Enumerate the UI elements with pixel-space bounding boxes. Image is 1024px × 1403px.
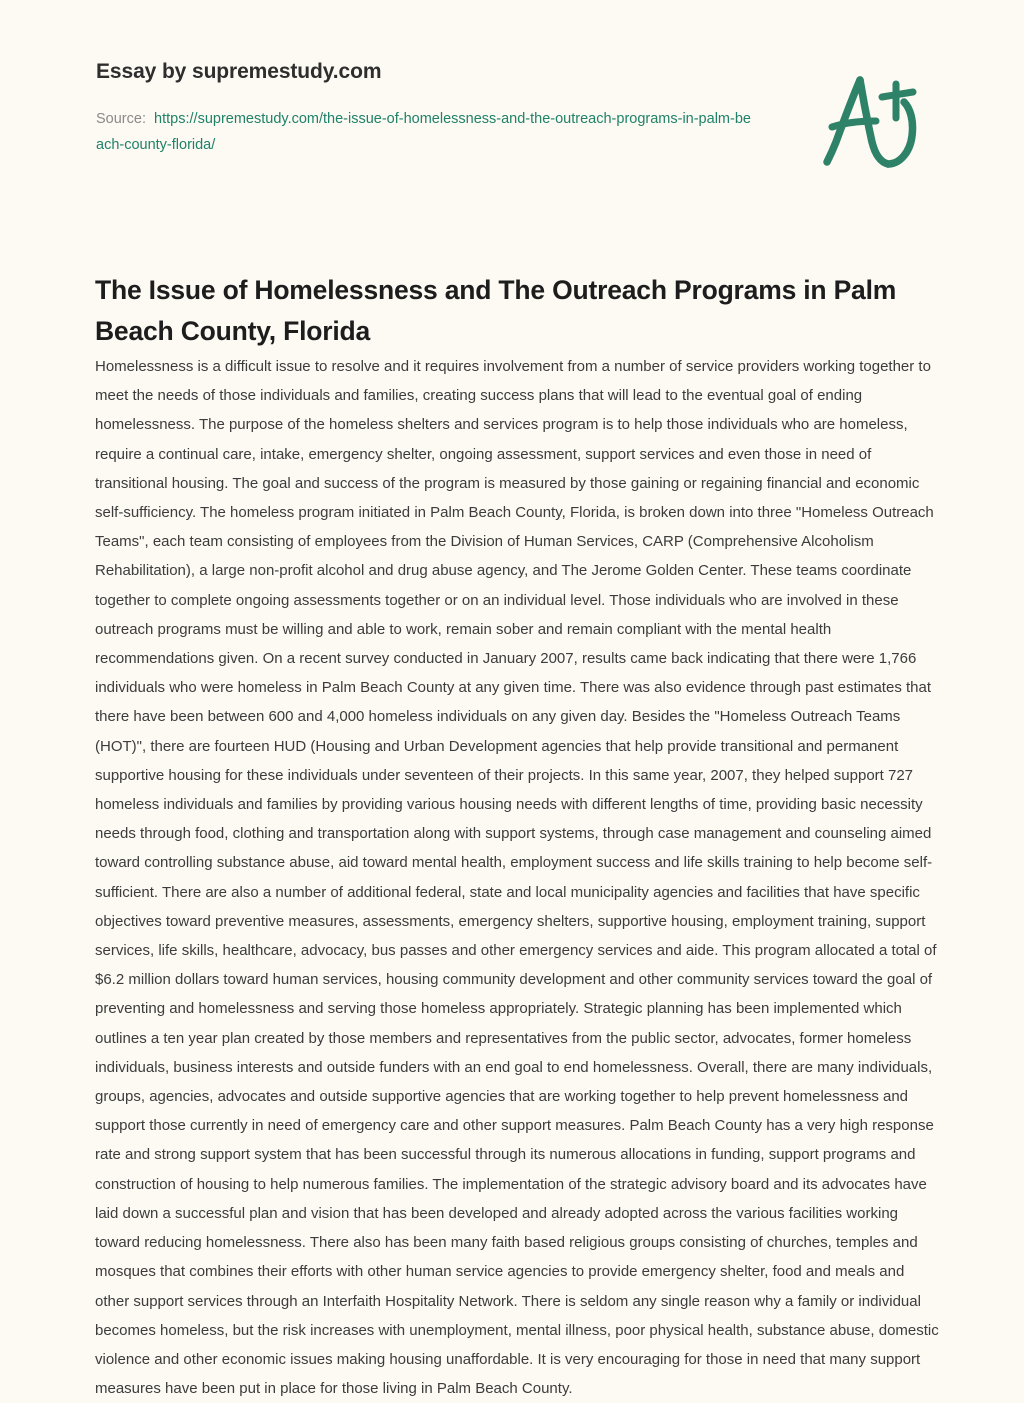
- source-label: Source:: [96, 111, 146, 127]
- page-title: The Issue of Homelessness and The Outreach Programs in Palm Beach County, Florida: [95, 274, 897, 346]
- source-attribution: [96, 106, 756, 158]
- source-url-link[interactable]: https://supremestudy.com/the-issue-of-homelessness-and-the-outreach-programs-in-palm-beach-county-florida/: [96, 111, 751, 153]
- document-body: [95, 352, 939, 1403]
- body-paragraph: Homelessness is a difficult issue to resolve and it requires involvement from a number of service providers working together to meet the needs of those individuals and families, creating success plans that will lead to the eventual goal of ending homelessness. The purpose of the homeless shelters and services program is to help those individuals who are homeless, require a continual care, intake, emergency shelter, ongoing assessment, support services and even those in need of transitional housing. The goal and success of the program is measured by those gaining or regaining financial and economic self-sufficiency. The homeless program initiated in Palm Beach County, Florida, is broken down into three "Homeless Outreach Teams", each team consisting of employees from the Division of Human Services, CARP (Comprehensive Alcoholism Rehabilitation), a large non-profit alcohol and drug abuse agency, and The Jerome Golden Center. These teams coordinate together to complete ongoing assessments together or on an individual level. Those individuals who are involved in these outreach programs must be willing and able to work, remain sober and remain compliant with the mental health recommendations given. On a recent survey conducted in January 2007, results came back indicating that there were 1,766 individuals who were homeless in Palm Beach County at any given time. There was also evidence through past estimates that there have been between 600 and 4,000 homeless individuals on any given day. Besides the "Homeless Outreach Teams (HOT)", there are fourteen HUD (Housing and Urban Development agencies that help provide transitional and permanent supportive housing for these individuals under seventeen of their projects. In this same year, 2007, they helped support 727 homeless individuals and families by providing various housing needs with different lengths of time, providing basic necessity needs through food, clothing and transportation along with support systems, through case management and counseling aimed toward controlling substance abuse, aid toward mental health, employment success and life skills training to help become self-sufficient. There are also a number of additional federal, state and local municipality agencies and facilities that have specific objectives toward preventive measures, assessments, emergency shelters, supportive housing, employment training, support services, life skills, healthcare, advocacy, bus passes and other emergency services and aide. This program allocated a total of $6.2 million dollars toward human services, housing community development and other community services toward the goal of preventing and homelessness and serving those homeless appropriately. Strategic planning has been implemented which outlines a ten year plan created by those members and representatives from the public sector, advocates, former homeless individuals, business interests and outside funders with an end goal to end homelessness. Overall, there are many individuals, groups, agencies, advocates and outside supportive agencies that are working together to help prevent homelessness and support those currently in need of emergency care and other support measures. Palm Beach County has a very high response rate and strong support system that has been successful through its numerous allocations in funding, support programs and construction of housing to help numerous families. The implementation of the strategic advisory board and its advocates have laid down a successful plan and vision that has been developed and already adopted across the various facilities working toward reducing homelessness. There also has been many faith based religious groups consisting of churches, temples and mosques that combines their efforts with other human service agencies to provide emergency shelter, food and meals and other support services through an Interfaith Hospitality Network. There is seldom any single reason why a family or individual becomes homeless, but the risk increases with unemployment, mental illness, poor physical health, substance abuse, domestic violence and other economic issues making housing unaffordable. It is very encouraging for those in need that many support measures have been put in place for those living in Palm Beach County.: [95, 358, 939, 1398]
- a-plus-logo: [818, 72, 922, 172]
- a-plus-logo-icon: [818, 72, 922, 172]
- brand-byline: Essay by supremestudy.com: [96, 60, 382, 83]
